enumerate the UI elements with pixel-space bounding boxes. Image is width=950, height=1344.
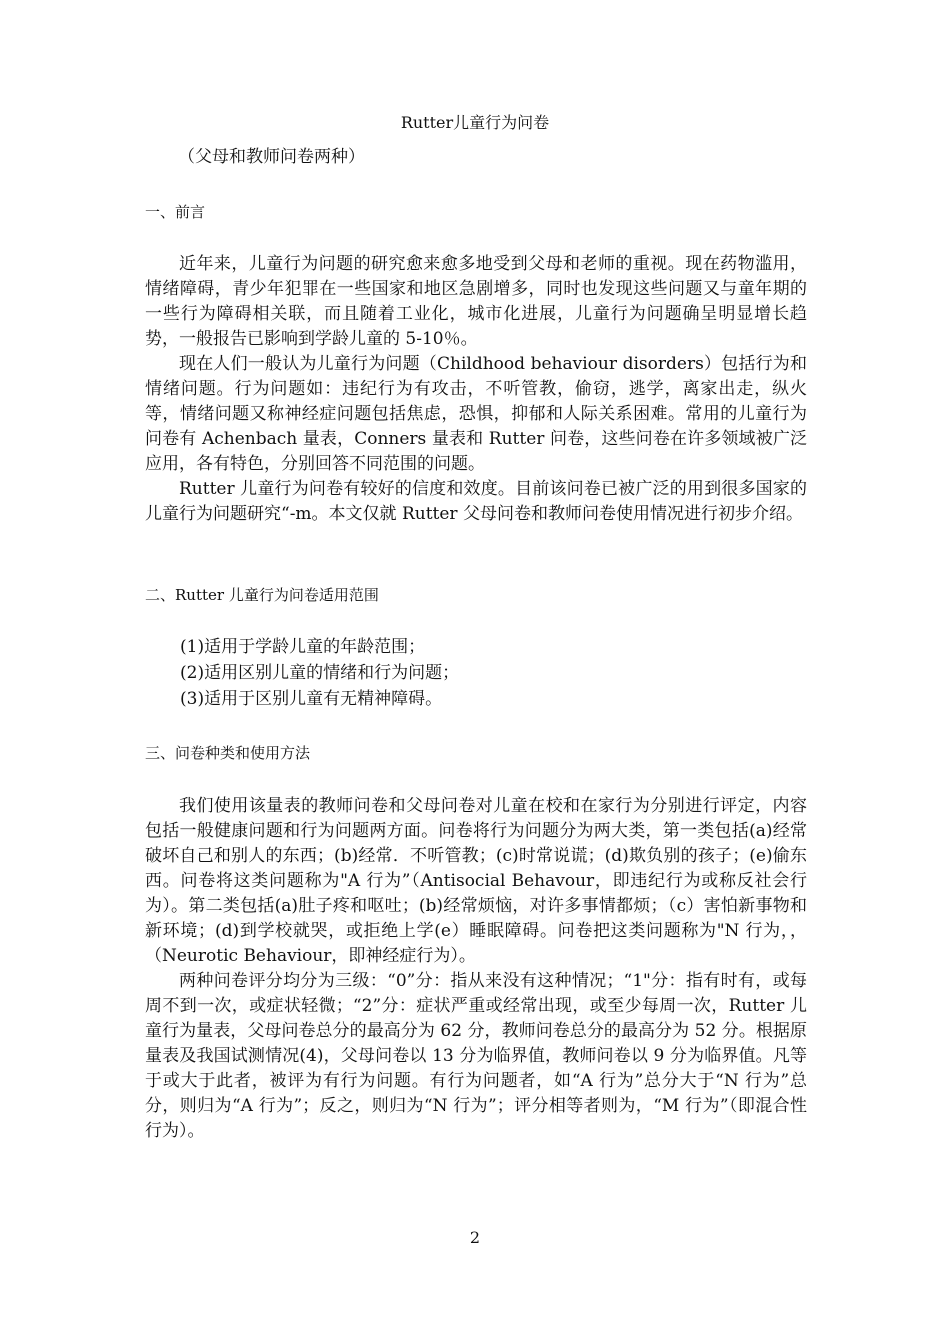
- list-item: (3)适用于区别儿童有无精神障碍。: [180, 689, 443, 709]
- page-number: 2: [469, 1228, 481, 1247]
- section-body-methods: [145, 794, 807, 1144]
- list-item: (2)适用区别儿童的情绪和行为问题；: [180, 663, 460, 683]
- section-heading-scope: 二、Rutter 儿童行为问卷适用范围: [145, 586, 379, 604]
- paragraph: Rutter 儿童行为问卷有较好的信度和效度。目前该问卷已被广泛的用到很多国家的儿童行为问题研究“-m。本文仅就 Rutter 父母问卷和教师问卷使用情况进行初步介绍。: [145, 479, 807, 524]
- document-title: Rutter儿童行为问卷: [400, 113, 550, 132]
- section-body-preface: [145, 252, 807, 527]
- paragraph: 现在人们一般认为儿童行为问题（Childhood behaviour disorders）包括行为和情绪问题。行为问题如：违纪行为有攻击，不听管教，偷窃，逃学，离家出走，纵火等，情绪问题又称神经症问题包括焦虑，恐惧，抑郁和人际关系困难。常用的儿童行为问卷有 Achenbach 量表，Conners 量表和 Rutter 问卷，这些问卷在许多领域被广泛应用，各有特色，分别回答不同范围的问题。: [145, 354, 807, 474]
- section-heading-methods: 三、问卷种类和使用方法: [145, 744, 311, 762]
- list-item: (1)适用于学龄儿童的年龄范围；: [180, 637, 426, 657]
- paragraph: 近年来，儿童行为问题的研究愈来愈多地受到父母和老师的重视。现在药物滥用，情绪障碍，青少年犯罪在一些国家和地区急剧增多，同时也发现这些问题又与童年期的一些行为障碍相关联，而且随着工业化，城市化进展，儿童行为问题确呈明显增长趋势，一般报告已影响到学龄儿童的 5-10％。: [145, 254, 807, 349]
- document-subtitle: （父母和教师问卷两种）: [178, 147, 365, 167]
- scope-list: [180, 634, 459, 712]
- paragraph: 两种问卷评分均分为三级：“0”分：指从来没有这种情况；“1"分：指有时有，或每周不到一次，或症状轻微；“2”分：症状严重或经常出现，或至少每周一次，Rutter 儿童行为量表，父母问卷总分的最高分为 62 分，教师问卷总分的最高分为 52 分。根据原量表及我国试测情况(4)，父母问卷以 13 分为临界值，教师问卷以 9 分为临界值。凡等于或大于此者，被评为有行为问题。有行为问题者，如“A 行为”总分大于“N 行为”总分，则归为“A 行为”；反之，则归为“N 行为”；评分相等者则为，“M 行为”（即混合性行为）。: [145, 971, 807, 1141]
- section-heading-preface: 一、前言: [145, 203, 206, 221]
- paragraph: 我们使用该量表的教师问卷和父母问卷对儿童在校和在家行为分别进行评定，内容包括一般健康问题和行为问题两方面。问卷将行为问题分为两大类，第一类包括(a)经常破坏自己和别人的东西；(b)经常．不听管教；(c)时常说谎；(d)欺负别的孩子；(e)偷东西。问卷将这类问题称为"A 行为”（Antisocial Behavour，即违纪行为或称反社会行为）。第二类包括(a)肚子疼和呕吐；(b)经常烦恼，对许多事情都烦；（c）害怕新事物和新环境；(d)到学校就哭，或拒绝上学(e）睡眠障碍。问卷把这类问题称为"N 行为，，（Neurotic Behaviour，即神经症行为）。: [145, 796, 807, 966]
